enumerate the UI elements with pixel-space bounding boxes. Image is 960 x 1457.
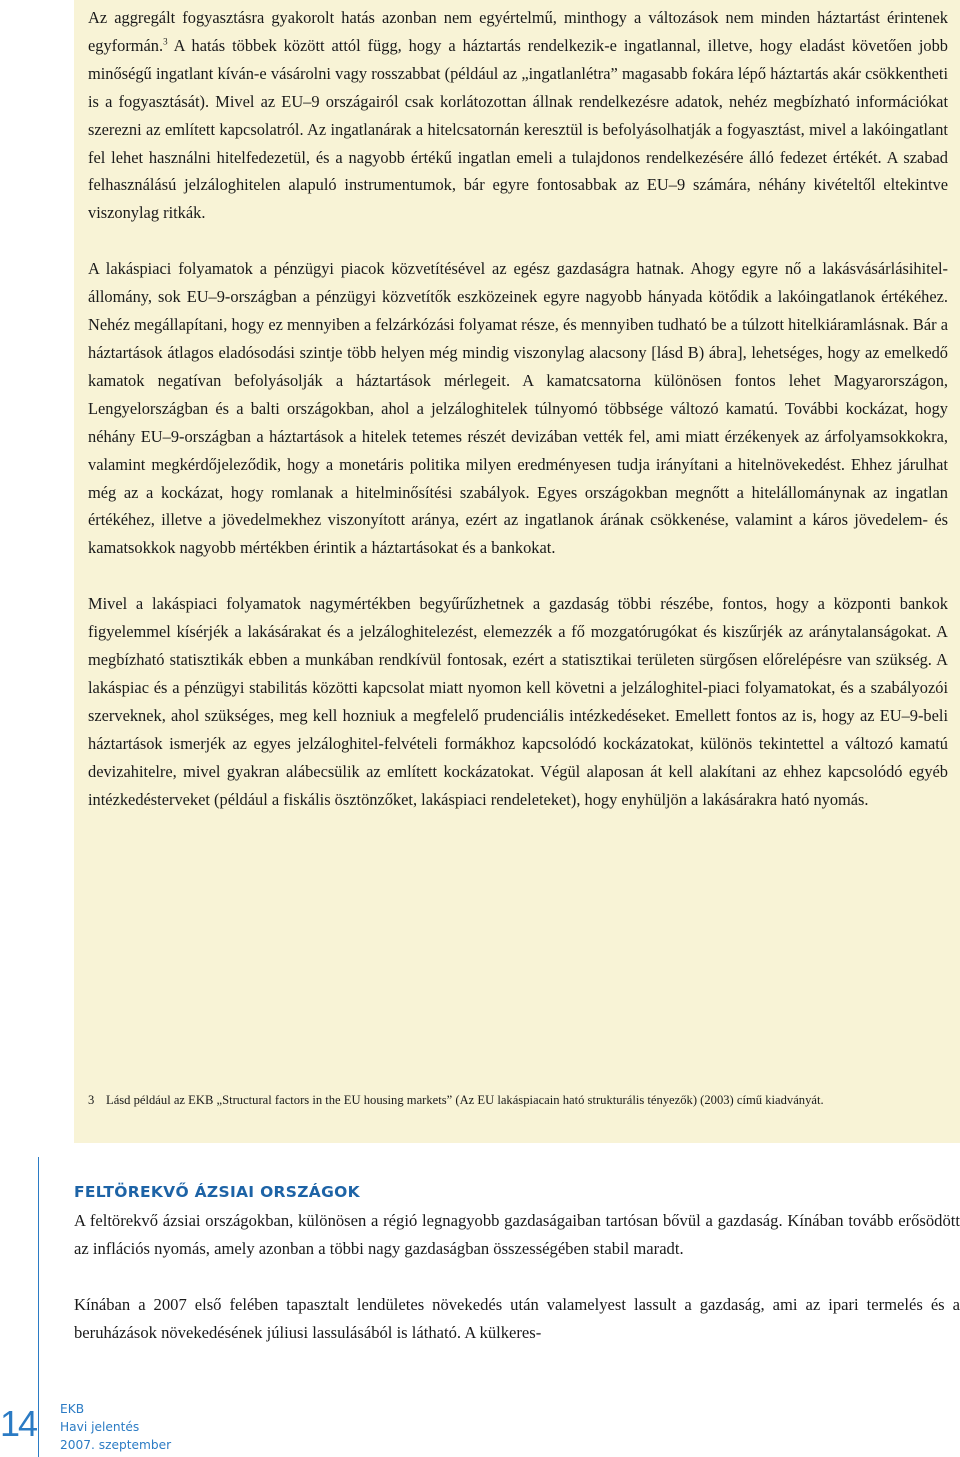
page-number: 14 — [0, 1403, 37, 1444]
footnote-reference[interactable]: 3 — [163, 36, 168, 47]
section-paragraph-2: Kínában a 2007 első felében tapasztalt lendületes növekedés után valamelyest lassult a gazdaság, ami az ipari termelés és a beruházások növekedésének júliusi lassulásából is látható. A külkeres- — [74, 1294, 960, 1343]
footer-date: 2007. szeptember — [60, 1438, 172, 1452]
section-title: FELTÖREKVŐ ÁZSIAI ORSZÁGOK — [74, 1183, 360, 1201]
footnote-number: 3 — [88, 1093, 95, 1107]
footer-publisher: EKB — [60, 1402, 85, 1416]
section-paragraph-1: A feltörekvő ázsiai országokban, különösen a régió legnagyobb gazdaságaiban tartósan bővül a gazdaság. Kínában tovább erősödött az inflációs nyomás, amely azonban a többi nagy gazdaságban összességében stabil maradt. — [74, 1211, 960, 1259]
footer-publication-info — [60, 1400, 171, 1454]
box-content — [88, 4, 948, 841]
footer-publication: Havi jelentés — [60, 1420, 140, 1434]
box-paragraph-1-text-b: A hatás többek között attól függ, hogy a háztartás rendelkezik-e ingatlannal, illetve, hogy eladást követően jobb minőségű ingatlant kíván-e vásárolni vagy rosszabbat (például az „ingatlanlétra” magasabb fokára lépő háztartás akár csökkentheti is a fogyasztását). Mivel az EU–9 országairól csak korlátozottan állnak rendelkezésre adatok, nehéz megbízható információkat szerezni az említett kapcsolatról. Az ingatlanárak a hitelcsatornán keresztül is befolyásolhatják a fogyasztást, mivel a lakóingatlant fel lehet használni hitelfedezetül, és a nagyobb értékű ingatlan emeli a tulajdonos rendelkezésére álló fedezet értékét. A szabad felhasználású jelzáloghitelen alapuló instrumentumok, bár egyre fontosabbak az EU–9 számára, néhány kivételtől eltekintve viszonylag ritkák. — [88, 35, 948, 223]
box-paragraph-2: A lakáspiaci folyamatok a pénzügyi piacok közvetítésével az egész gazdaságra hatnak. Ahogy egyre nő a lakásvásárlásihitel-állomány, sok EU–9-országban a pénzügyi közvetítők eszközeinek egyre nagyobb hányada kötődik a lakóingatlanok értékéhez. Nehéz megállapítani, hogy ez mennyiben a felzárkózási folyamat része, és mennyiben tudható be a túlzott hitelkiáramlásnak. Bár a háztartások átlagos eladósodási szintje több helyen még mindig viszonylag alacsony [lásd B) ábra], lehetséges, hogy az emelkedő kamatok negatívan befolyásolják a háztartások mérlegeit. A kamatcsatorna különösen fontos lehet Magyarországon, Lengyelországban és a balti országokban, ahol a jelzáloghitelek túlnyomó többsége változó kamatú. További kockázat, hogy néhány EU–9-országban a háztartások a hitelek tetemes részét devizában vették fel, ami miatt érzékenyek az árfolyamsokkokra, valamint megkérdőjeleződik, hogy a monetáris politika milyen eredményesen tudja irányítani a hitelnövekedést. Ehhez járulhat még az a kockázat, hogy romlanak a hitelminősítési szabályok. Egyes országokban megnőtt a hitelállománynak az ingatlan értékéhez, illetve a jövedelmekhez viszonyított aránya, ezért az ingatlanok árának csökkenése, valamint a káros jövedelem- és kamatsokkok nagyobb mértékben érintik a háztartásokat és a bankokat. — [88, 259, 948, 558]
box-paragraph-1-text-a: Az aggregált fogyasztásra gyakorolt hatás azonban nem egyértelmű, minthogy a változások nem minden háztartást érintenek egyformán. — [88, 8, 948, 55]
footnote-text: Lásd például az EKB „Structural factors in the EU housing markets” (Az EU lakáspiacain ható strukturális tényezők) (2003) című kiadványát. — [106, 1093, 824, 1107]
box-paragraph-1 — [88, 4, 948, 227]
section-emerging-asia — [74, 1181, 960, 1375]
boxed-text-panel — [74, 0, 960, 1143]
box-paragraph-3: Mivel a lakáspiaci folyamatok nagymértékben begyűrűzhetnek a gazdaság többi részébe, fontos, hogy a központi bankok figyelemmel kísérjék a lakásárakat és a jelzáloghitelezést, elemezzék a fő mozgatórugókat és kiszűrjék az aránytalanságokat. A megbízható statisztikák ebben a munkában rendkívül fontosak, ezért a statisztikai területen sürgősen előrelépésre van szükség. A lakáspiac és a pénzügyi stabilitás közötti kapcsolat miatt nyomon kell követni a jelzáloghitel-piaci folyamatokat, és a szabályozói szerveknek, ahol szükséges, meg kell hozniuk a megfelelő prudenciális intézkedéseket. Emellett fontos az is, hogy az EU–9-beli háztartások ismerjék az egyes jelzáloghitel-felvételi formákhoz kapcsolódó kockázatokat, különös tekintettel a változó kamatú devizahitelre, mivel gyakran alábecsülik az említett kockázatokat. Végül alaposan át kell alakítani az ehhez kapcsolódó egyéb intézkedésterveket (például a fiskális ösztönzőket, lakáspiaci rendeleteket), hogy enyhüljön a lakásárakra ható nyomás. — [88, 594, 948, 809]
footer-divider — [38, 1157, 39, 1457]
footnote — [88, 1091, 948, 1110]
